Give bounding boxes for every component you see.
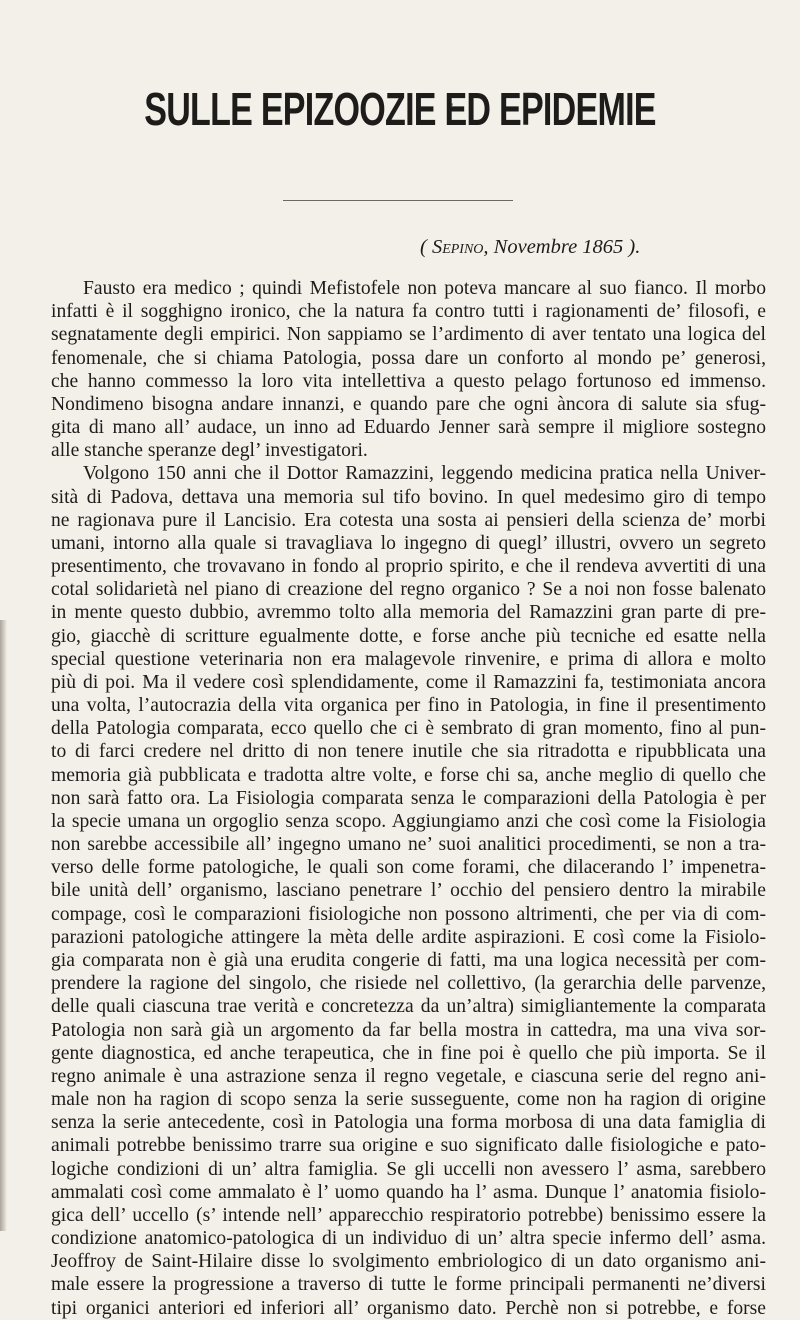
text-line: gia comparata non è già una erudita congerie di fatti, ma una logica necessità per com- (51, 949, 766, 971)
text-line: ne ragionava pure il Lancisio. Era cotesta una sosta ai pensieri della scienza de’ morbi (51, 509, 766, 531)
text-line: una volta, l’autocrazia della vita organica per fino in Patologia, in fine il presentimento (51, 695, 766, 717)
text-line: cotal solidarietà nel piano di creazione del regno organico ? Se a noi non fosse balenato (51, 579, 766, 601)
text-line: più di poi. Ma il vedere così splendidamente, come il Ramazzini fa, testimoniata ancora (51, 671, 766, 693)
body-text (51, 277, 766, 1320)
text-line: Volgono 150 anni che il Dottor Ramazzini, leggendo medicina pratica nella Univer- (83, 463, 766, 485)
dateline-place: Sepino (431, 236, 484, 258)
text-line: logiche condizioni di un’ altra famiglia. Se gli uccelli non avessero l’ asma, sarebbero (51, 1158, 766, 1180)
text-line: in mente questo dubbio, avremmo tolto alla memoria del Ramazzini gran parte di pre- (51, 602, 766, 624)
text-line: special questione veterinaria non era malagevole rinvenire, e prima di allora e molto (51, 648, 766, 670)
text-line: senza la serie antecedente, così in Patologia una forma morbosa di una data famiglia di (51, 1112, 766, 1134)
text-line: gente diagnostica, ed anche terapeutica, che in fine poi è quello che più importa. Se il (51, 1042, 766, 1064)
text-line: verso delle forme patologiche, le quali son come forami, che dilacerando l’ impenetra- (51, 857, 766, 879)
text-line: regno animale è una astrazione senza il regno vegetale, e ciascuna serie del regno ani- (51, 1065, 766, 1087)
text-line: Nondimeno bisogna andare innanzi, e quando pare che ogni àncora di salute sia sfug- (51, 393, 766, 415)
dateline-open: ( (420, 236, 432, 258)
text-line: Patologia non sarà già un argomento da far bella mostra in cattedra, ma una viva sor- (51, 1019, 766, 1041)
text-line: Jeoffroy de Saint-Hilaire disse lo svolgimento embriologico di un dato organismo ani- (51, 1251, 766, 1273)
text-line: alle stanche speranze degl’ investigatori. (51, 440, 368, 462)
text-line: umani, intorno alla quale si travagliava lo ingegno di quegl’ illustri, ovvero un segreto (51, 532, 766, 554)
text-line: della Patologia comparata, ecco quello che ci è sembrato di gran momento, fino al pun- (51, 718, 766, 740)
text-line: tipi organici anteriori ed inferiori all’ organismo dato. Perchè non si potrebbe, e forse (51, 1297, 766, 1319)
text-line: gita di mano all’ audace, un inno ad Eduardo Jenner sarà sempre il migliore sostegno (51, 417, 766, 439)
text-line: la specie umana un orgoglio senza scopo. Aggiungiamo anzi che così come la Fisiologia (51, 810, 766, 832)
text-line: non sarebbe accessibile all’ ingegno umano ne’ suoi analitici procedimenti, se non a tra- (51, 834, 766, 856)
dateline (420, 236, 640, 259)
text-line: prendere la ragione del singolo, che risiede nel collettivo, (la gerarchia delle parvenze, (51, 973, 766, 995)
text-line: male non ha ragion di scopo senza la serie susseguente, come non ha ragion di origine (51, 1089, 766, 1111)
text-line: ammalati così come ammalato è l’ uomo quando ha l’ asma. Dunque l’ anatomia fisiolo- (51, 1181, 766, 1203)
text-line: male essere la progressione a traverso di tutte le forme principali permanenti ne’diversi (51, 1274, 766, 1296)
text-line: Fausto era medico ; quindi Mefistofele non poteva mancare al suo fianco. Il morbo (83, 278, 766, 299)
page-title: SULLE EPIZOOZIE ED EPIDEMIE (144, 83, 656, 135)
text-line: to di farci credere nel dritto di non tenere inutile che sia ritradotta e ripubblicata una (51, 741, 766, 763)
text-line: infatti è il sogghigno ironico, che la natura fa contro tutti i ragionamenti de’ filosofi, e (51, 301, 766, 323)
text-line: parazioni patologiche attingere la mèta delle ardite aspirazioni. E così come la Fisiolo- (51, 926, 766, 948)
text-line: segnatamente degli empirici. Non sappiamo se l’ardimento di aver tentato una logica del (51, 324, 766, 346)
text-line: non sarà fatto ora. La Fisiologia comparata senza le comparazioni della Patologia è per (51, 787, 766, 809)
text-line: sità di Padova, dettava una memoria sul tifo bovino. In quel medesimo giro di tempo (51, 486, 766, 508)
dateline-rest: , Novembre 1865 ). (483, 236, 641, 258)
text-line: fenomenale, che si chiama Patologia, possa dare un conforto al mondo pe’ generosi, (51, 347, 766, 369)
title-divider (283, 200, 513, 201)
text-line: che hanno commesso la loro vita intellettiva a questo pelago fortunoso ed immenso. (51, 370, 766, 392)
text-line: compage, così le comparazioni fisiologiche non possono altrimenti, che per via di com- (51, 903, 766, 925)
text-line: condizione anatomico-patologica di un individuo di un’ altra specie infermo dell’ asma. (51, 1228, 766, 1250)
text-line: delle quali ciascuna trae verità e concretezza da un’altra) simigliantemente la comparata (51, 996, 766, 1018)
text-line: memoria già pubblicata e tradotta altre volte, e forse chi sa, anche meglio di quello che (51, 764, 766, 786)
text-line: gica dell’ uccello (s’ intende nell’ apparecchio respiratorio potrebbe) benissimo essere la (51, 1204, 766, 1226)
page-binding-shadow (0, 620, 7, 1231)
text-line: animali potrebbe benissimo trarre sua origine e suo significato dalle fisiologiche e pato- (51, 1135, 766, 1157)
text-line: bile unità dell’ organismo, lasciano penetrare l’ occhio del pensiero dentro la mirabile (51, 880, 766, 902)
text-line: gio, giacchè di scritture egualmente dotte, e forse anche più tecniche ed esatte nella (51, 625, 766, 647)
text-line: presentimento, che trovavano in fondo al proprio spirito, e che il rendeva avvertiti di una (51, 556, 766, 578)
